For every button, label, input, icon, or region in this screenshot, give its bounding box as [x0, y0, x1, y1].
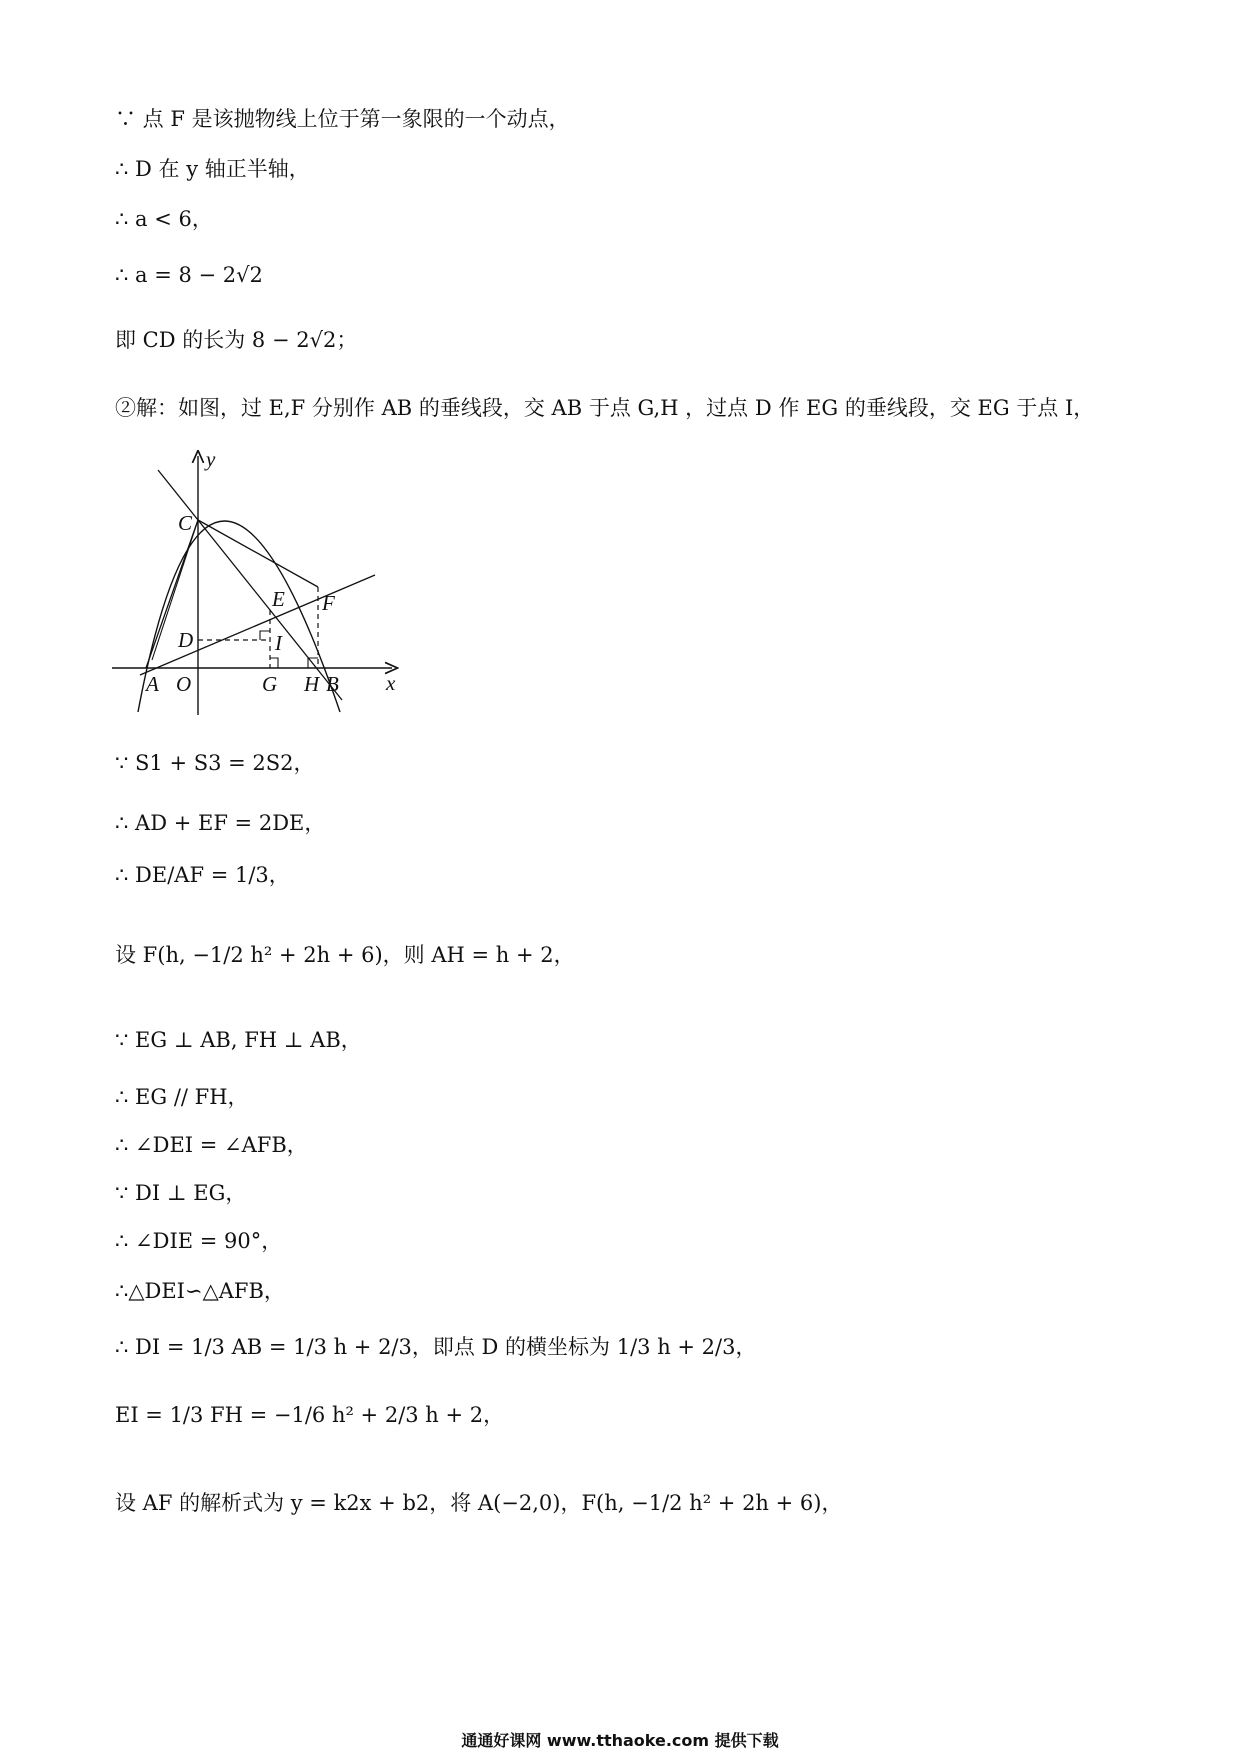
text-line-17	[115, 1332, 756, 1362]
text-line-18	[115, 1400, 504, 1430]
label-y: y	[206, 450, 216, 471]
label-i: I	[275, 631, 282, 655]
line-5-text: 即 CD 的长为 8 − 2√2；	[115, 328, 358, 352]
label-c: C	[178, 511, 193, 535]
text-line-8	[115, 808, 325, 838]
line-2-text: ∴ D 在 y 轴正半轴，	[115, 157, 310, 181]
page-footer	[0, 1728, 1240, 1751]
text-line-13	[115, 1130, 308, 1160]
geometry-figure	[110, 450, 410, 720]
text-line-1	[115, 104, 570, 134]
text-line-11	[115, 1025, 362, 1055]
label-e: E	[272, 587, 285, 611]
line-6-text: ②解：如图，过 E,F 分别作 AB 的垂线段，交 AB 于点 G,H ，过点 D 作 EG 的垂线段，交 EG 于点 I，	[115, 396, 1095, 420]
line-18-text: EI = 1/3 FH = −1/6 h² + 2/3 h + 2，	[115, 1403, 505, 1427]
line-13-text: ∴ ∠DEI = ∠AFB，	[115, 1133, 308, 1157]
label-g: G	[262, 672, 278, 696]
text-line-16	[115, 1276, 285, 1306]
label-f: F	[322, 591, 335, 615]
text-line-7	[115, 748, 315, 778]
line-15-text: ∴ ∠DIE = 90°，	[115, 1229, 283, 1253]
line-10-text: 设 F(h, −1/2 h² + 2h + 6)，则 AH = h + 2，	[115, 943, 575, 967]
label-x: x	[386, 671, 396, 695]
text-line-2	[115, 154, 310, 184]
line-1-text: ∵ 点 F 是该抛物线上位于第一象限的一个动点，	[115, 107, 570, 131]
label-h: H	[304, 672, 320, 696]
line-12-text: ∴ EG // FH，	[115, 1085, 249, 1109]
text-line-10	[115, 940, 575, 970]
label-o: O	[176, 672, 192, 696]
line-16-text: ∴△DEI∽△AFB，	[115, 1279, 285, 1303]
text-line-3	[115, 204, 213, 234]
line-8-text: ∴ AD + EF = 2DE，	[115, 811, 326, 835]
line-7-text: ∵ S1 + S3 = 2S2，	[115, 751, 315, 775]
text-line-5	[115, 325, 357, 355]
line-14-text: ∵ DI ⊥ EG，	[115, 1181, 247, 1205]
text-line-14	[115, 1178, 246, 1208]
line-9-text: ∴ DE/AF = 1/3，	[115, 863, 290, 887]
line-cf	[198, 520, 318, 587]
text-line-12	[115, 1082, 249, 1112]
line-11-text: ∵ EG ⊥ AB, FH ⊥ AB，	[115, 1028, 362, 1052]
right-angle-mark-i	[260, 631, 270, 640]
footer-text: 通通好课网 www.tthaoke.com 提供下载	[461, 1731, 779, 1750]
label-a: A	[146, 672, 159, 696]
line-3-text: ∴ a < 6，	[115, 207, 213, 231]
line-4-text: ∴ a = 8 − 2√2	[115, 263, 263, 287]
text-line-4	[115, 260, 263, 290]
line-19-text: 设 AF 的解析式为 y = k2x + b2，将 A(−2,0)，F(h, −1/2 h² + 2h + 6)，	[115, 1491, 843, 1515]
label-b: B	[326, 672, 339, 696]
right-angle-mark-g	[270, 658, 278, 668]
line-17-text: ∴ DI = 1/3 AB = 1/3 h + 2/3，即点 D 的横坐标为 1/3 h + 2/3，	[115, 1335, 757, 1359]
text-line-19	[115, 1488, 842, 1518]
text-line-6	[115, 393, 1094, 423]
text-line-9	[115, 860, 290, 890]
label-d: D	[178, 628, 194, 652]
text-line-15	[115, 1226, 282, 1256]
